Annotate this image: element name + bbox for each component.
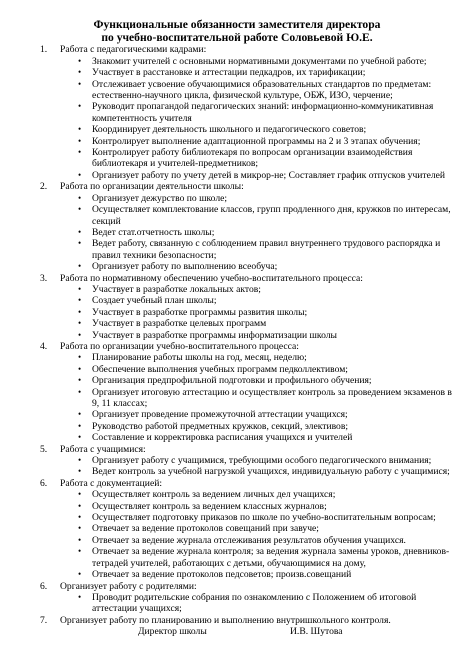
list-item-text: Ведет работу, связанную с соблюдением правил внутреннего трудового распорядка и правил техники безопасности; xyxy=(92,238,441,261)
section-number: 3. xyxy=(40,272,48,284)
duty-section xyxy=(40,181,452,272)
list-item-text: Участвует в расстановке и аттестации педкадров, их тарификации; xyxy=(92,67,366,79)
section-items xyxy=(60,489,452,580)
list-item-text: Обеспечение выполнения учебных программ педколлективом; xyxy=(92,363,348,375)
bullet-icon: • xyxy=(78,466,82,477)
list-item-text: Отслеживает усвоение обучающимися образовательных стандартов по предметам: естественно-научного цикла, физической культуре, ОБЖ, ИЗО, черчение; xyxy=(92,78,432,102)
bullet-icon: • xyxy=(78,306,82,317)
section-number: 1. xyxy=(40,44,48,56)
section-heading: Организует работу с родителями: xyxy=(60,580,197,592)
list-item xyxy=(78,101,452,124)
bullet-icon: • xyxy=(78,523,82,534)
section-heading: Работа по организации учебно-воспитательного процесса: xyxy=(60,340,299,352)
list-item-text: Руководство работой предметных кружков, секций, элективов; xyxy=(92,420,349,432)
list-item xyxy=(78,135,452,147)
section-heading: Работа по организации деятельности школы: xyxy=(60,181,244,193)
list-item xyxy=(78,386,452,410)
list-item-text: Организует работу по учету детей в микрор-не; Составляет график отпусков учителей xyxy=(92,169,446,181)
list-item-text: Составление и корректировка расписания учащихся и учителей xyxy=(92,432,353,444)
section-heading: Работа с педагогическими кадрами: xyxy=(60,44,207,56)
duties-list xyxy=(40,44,452,626)
bullet-icon: • xyxy=(78,500,82,511)
duty-section xyxy=(40,444,452,478)
list-item xyxy=(78,569,452,581)
list-item-text: Отвечает за ведение журнала контроля; за ведения журнала замены уроков, дневников-тетрадей учителей, работающих с детьми, обучающимися на дому, xyxy=(92,546,450,569)
list-item xyxy=(78,192,452,204)
list-item-text: Осуществляет комплектование классов, групп продленного дня, кружков по интересам, секций xyxy=(92,204,451,227)
bullet-icon: • xyxy=(78,489,82,500)
section-number: 7. xyxy=(40,614,48,626)
section-number: 6. xyxy=(40,477,48,489)
bullet-icon: • xyxy=(78,226,82,237)
list-item xyxy=(78,432,452,444)
list-item xyxy=(78,78,452,102)
signature-name: И.В. Шутова xyxy=(290,626,343,638)
list-item-text: Участвует в разработке программы развития школы; xyxy=(92,306,308,318)
section-number: 4. xyxy=(40,340,48,352)
list-item-text: Отвечает за ведение журнала отслеживания результатов обучения учащихся. xyxy=(92,534,406,546)
bullet-icon: • xyxy=(78,569,82,580)
list-item-text: Организует работу по выполнению всеобуча; xyxy=(92,261,278,273)
list-item-text: Участвует в разработке локальных актов; xyxy=(92,283,261,295)
list-item-text: Осуществляет подготовку приказов по школе по учебно-воспитательным вопросам; xyxy=(92,512,436,524)
list-item xyxy=(78,147,452,170)
list-item xyxy=(78,534,452,546)
duty-section xyxy=(40,581,452,615)
list-item xyxy=(78,261,452,273)
bullet-icon: • xyxy=(78,432,82,443)
list-item-text: Планирование работы школы на год, месяц, неделю; xyxy=(92,352,307,364)
list-item-text: Ведет стат.отчетность школы; xyxy=(92,226,215,238)
list-item xyxy=(78,295,452,307)
list-item xyxy=(78,67,452,79)
bullet-icon: • xyxy=(78,512,82,523)
list-item-text: Отвечает за ведение протоколов педсоветов; произв.совещаний xyxy=(92,569,352,581)
list-item xyxy=(78,306,452,318)
list-item-text: Участвует в разработке целевых программ xyxy=(92,318,267,330)
duty-section xyxy=(40,273,452,341)
section-number: 2. xyxy=(40,181,48,193)
list-item-text: Знакомит учителей с основными нормативными документами по учебной работе; xyxy=(92,55,427,67)
duty-section xyxy=(40,615,452,626)
list-item xyxy=(78,238,452,261)
bullet-icon: • xyxy=(78,67,82,78)
list-item xyxy=(78,55,452,67)
duty-section xyxy=(40,44,452,181)
list-item-text: Организует дежурство по школе; xyxy=(92,192,228,204)
list-item xyxy=(78,489,452,501)
bullet-icon: • xyxy=(78,261,82,272)
section-heading: Организует работу по планированию и выполнению внутришкольного контроля. xyxy=(60,614,391,626)
list-item xyxy=(78,409,452,421)
bullet-icon: • xyxy=(78,135,82,146)
list-item-text: Проводит родительские собрания по ознакомлению с Положением об итоговой аттестации учащихся; xyxy=(92,591,417,615)
section-items xyxy=(60,193,452,273)
bullet-icon: • xyxy=(78,169,82,180)
list-item xyxy=(78,500,452,512)
list-item-text: Участвует в разработке программы информатизации школы xyxy=(92,329,337,341)
list-item xyxy=(78,512,452,524)
list-item xyxy=(78,329,452,341)
section-items xyxy=(60,56,452,181)
duty-section xyxy=(40,478,452,581)
duty-section xyxy=(40,341,452,444)
list-item-text: Контролирует работу библиотекаря по вопросам организации взаимодействия библиотекаря и учителей-предметников; xyxy=(92,147,413,170)
signature-role: Директор школы xyxy=(138,626,207,638)
section-heading: Работа с учащимися: xyxy=(60,443,146,455)
list-item-text: Организует проведение промежуточной аттестации учащихся; xyxy=(92,409,348,421)
list-item-text: Контролирует выполнение адаптационной программы на 2 и 3 этапах обучения; xyxy=(92,135,421,147)
section-items xyxy=(60,592,452,615)
title-line-2: по учебно-воспитательной работе Соловьевой Ю.Е. xyxy=(101,31,373,45)
signature-line xyxy=(40,626,452,638)
bullet-icon: • xyxy=(78,295,82,306)
bullet-icon: • xyxy=(78,192,82,203)
list-item-text: Ведет контроль за учебной нагрузкой учащихся, индивидуальную работу с учащимися; xyxy=(92,466,450,478)
list-item-text: Координирует деятельность школьного и педагогического советов; xyxy=(92,124,367,136)
bullet-icon: • xyxy=(78,386,82,397)
bullet-icon: • xyxy=(78,55,82,66)
bullet-icon: • xyxy=(78,147,82,158)
bullet-icon: • xyxy=(78,283,82,294)
bullet-icon: • xyxy=(78,238,82,249)
list-item xyxy=(78,318,452,330)
list-item xyxy=(78,283,452,295)
bullet-icon: • xyxy=(78,318,82,329)
bullet-icon: • xyxy=(78,204,82,215)
bullet-icon: • xyxy=(78,409,82,420)
bullet-icon: • xyxy=(78,363,82,374)
document-title xyxy=(22,18,452,44)
list-item xyxy=(78,352,452,364)
bullet-icon: • xyxy=(78,546,82,557)
bullet-icon: • xyxy=(78,352,82,363)
list-item-text: Организует работу с учащимися, требующими особого педагогического внимания; xyxy=(92,455,432,467)
list-item xyxy=(78,455,452,467)
bullet-icon: • xyxy=(78,329,82,340)
section-number: 6. xyxy=(40,580,48,592)
list-item-text: Организация предпрофильной подготовки и профильного обучения; xyxy=(92,375,372,387)
title-line-1: Функциональные обязанности заместителя директора xyxy=(93,18,381,31)
list-item-text: Осуществляет контроль за ведением классных журналов; xyxy=(92,500,327,512)
list-item xyxy=(78,169,452,181)
bullet-icon: • xyxy=(78,101,82,112)
bullet-icon: • xyxy=(78,78,82,89)
section-heading: Работа по нормативному обеспечению учебно-воспитательного процесса: xyxy=(60,272,363,284)
list-item-text: Создает учебный план школы; xyxy=(92,295,217,307)
list-item xyxy=(78,546,452,569)
list-item xyxy=(78,226,452,238)
list-item-text: Отвечает за ведение протоколов совещаний при завуче; xyxy=(92,523,319,535)
section-number: 5. xyxy=(40,443,48,455)
list-item xyxy=(78,204,452,227)
list-item xyxy=(78,523,452,535)
list-item xyxy=(78,363,452,375)
bullet-icon: • xyxy=(78,124,82,135)
section-items xyxy=(60,284,452,341)
bullet-icon: • xyxy=(78,375,82,386)
list-item xyxy=(78,124,452,136)
bullet-icon: • xyxy=(78,420,82,431)
section-items xyxy=(60,455,452,478)
bullet-icon: • xyxy=(78,534,82,545)
list-item-text: Руководит пропагандой педагогических знаний: информационно-коммуникативная компетентность учителя xyxy=(92,101,434,124)
bullet-icon: • xyxy=(78,455,82,466)
bullet-icon: • xyxy=(78,591,82,602)
list-item-text: Осуществляет контроль за ведением личных дел учащихся; xyxy=(92,489,336,501)
section-items xyxy=(60,352,452,443)
section-heading: Работа с документацией: xyxy=(60,477,162,489)
list-item xyxy=(78,375,452,387)
list-item xyxy=(78,591,452,615)
list-item xyxy=(78,466,452,478)
list-item-text: Организует итоговую аттестацию и осуществляет контроль за проведением экзаменов в 9, 11 классах; xyxy=(92,386,452,409)
list-item xyxy=(78,420,452,432)
